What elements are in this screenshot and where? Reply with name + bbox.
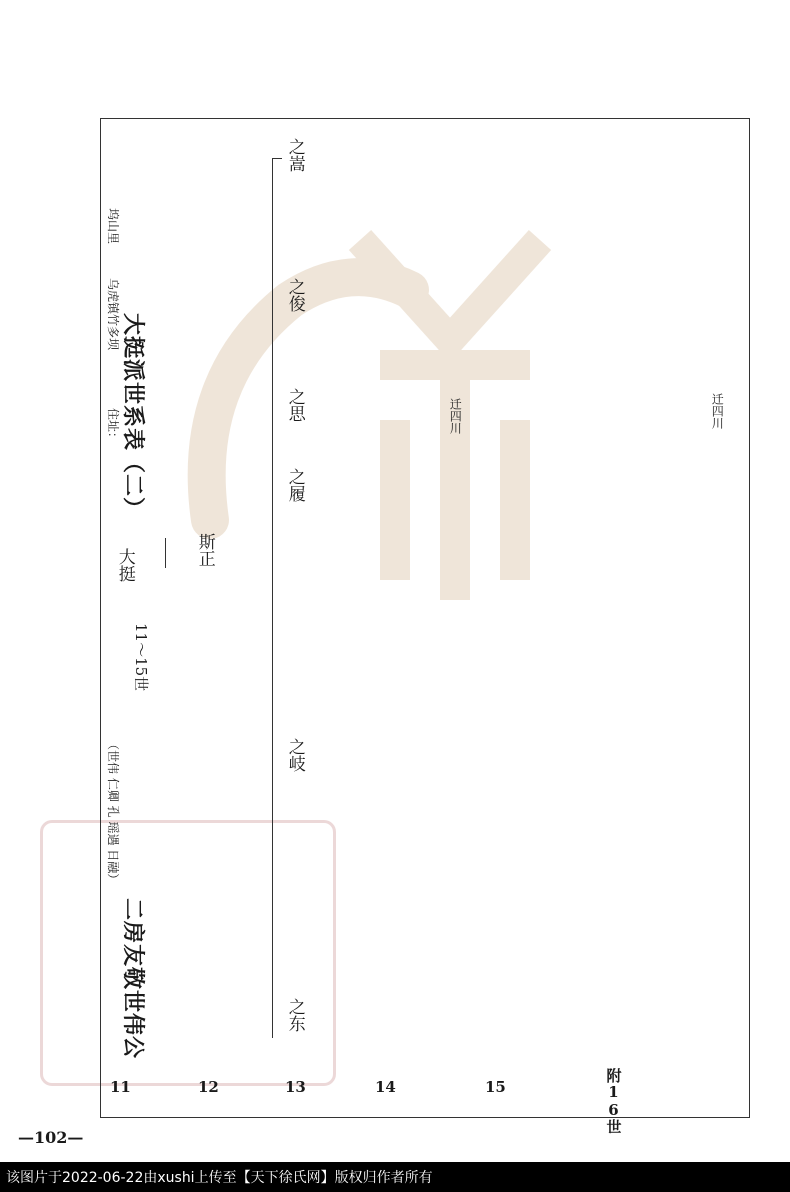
page-title-left: 二房友敬世伟公	[120, 898, 146, 1060]
bracket-line	[272, 158, 282, 159]
gen-label-13: 13	[285, 1078, 306, 1096]
address-extra: 坞山里	[106, 208, 120, 245]
page-number: —102—	[18, 1128, 84, 1147]
gen13-name-1: 之东	[284, 998, 305, 1032]
gen-label-11: 11	[110, 1078, 131, 1096]
table-frame	[100, 118, 750, 1118]
connector-line	[165, 538, 166, 568]
migration-note-1: 迁四川	[448, 398, 463, 434]
page-title-main: 大挺派世系表（二）	[120, 313, 146, 521]
gen-label-14: 14	[375, 1078, 396, 1096]
gen-label-16: 附16世	[604, 1068, 623, 1134]
gen13-name-4: 之思	[284, 388, 305, 422]
address-label: 住址：	[106, 408, 120, 445]
address-value: 乌虎镇竹多坝	[106, 278, 120, 351]
page-title-range: 11～15世	[132, 623, 150, 692]
gen-label-15: 15	[485, 1078, 506, 1096]
header-note: （世伟 仁卿 孔 瑶遇 日融）	[106, 738, 120, 886]
gen13-name-3: 之履	[284, 468, 305, 502]
gen-label-12: 12	[198, 1078, 219, 1096]
gen13-name-5: 之俊	[284, 278, 305, 312]
ancestor-name: 大挺	[114, 548, 135, 582]
gen13-name-6: 之嵩	[284, 138, 305, 172]
genealogy-table	[100, 118, 750, 1134]
gen13-name-2: 之岐	[284, 738, 305, 772]
migration-note-2: 迁四川	[710, 393, 725, 429]
footer-banner: 该图片于2022-06-22由xushi上传至【天下徐氏网】版权归作者所有	[0, 1162, 790, 1192]
child-name: 斯正	[194, 533, 215, 567]
bracket-line	[272, 158, 273, 1038]
